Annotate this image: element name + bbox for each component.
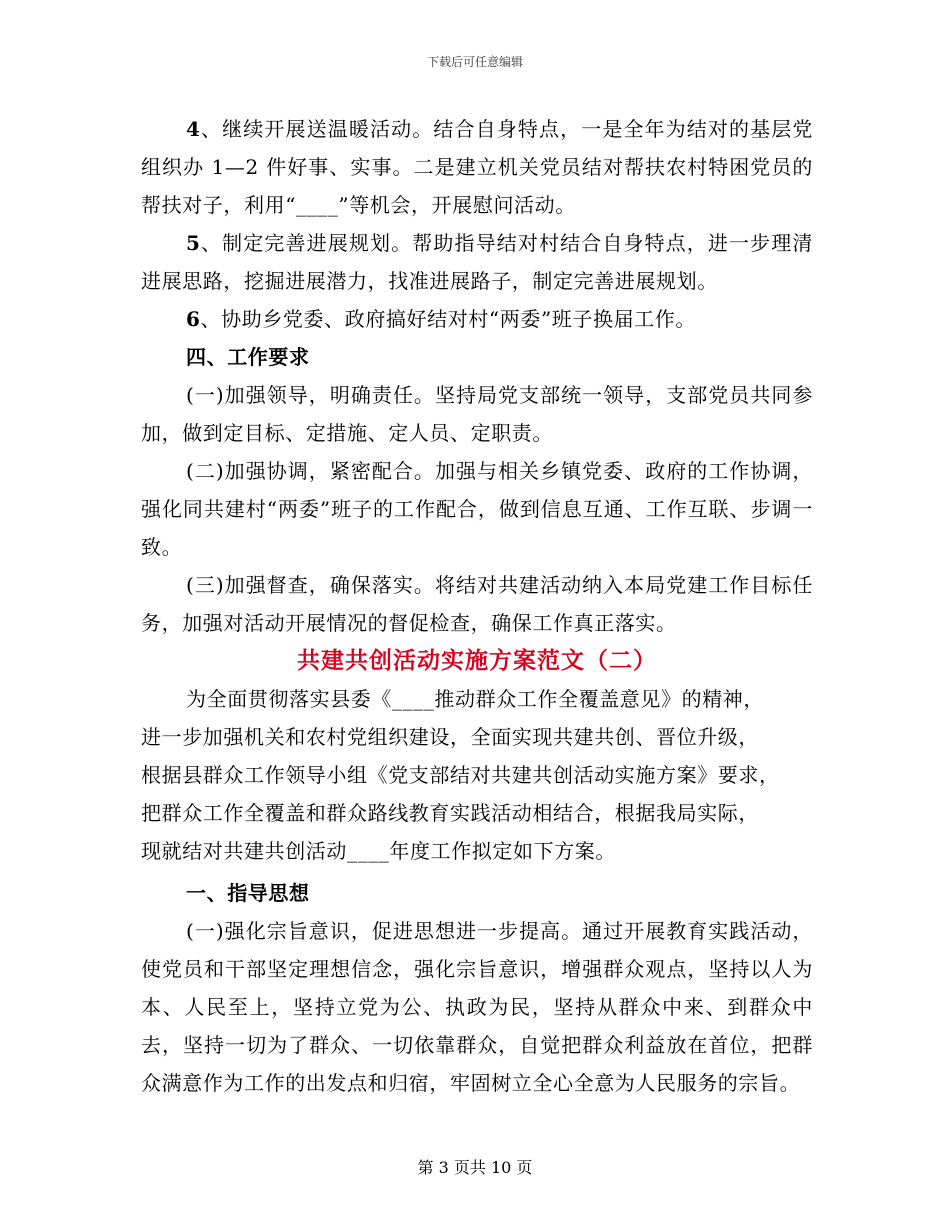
item-5-paragraph xyxy=(141,224,813,300)
intro-line-4: 把群众工作全覆盖和群众路线教育实践活动相结合，根据我局实际， xyxy=(141,801,759,825)
page-footer: 第 3 页共 10 页 xyxy=(417,1158,533,1177)
guiding-ideology-paragraph-1: (一)强化宗旨意识，促进思想进一步提高。通过开展教育实践活动，使党员和干部坚定理想信念，强化宗旨意识，增强群众观点，坚持以人为本、人民至上，坚持立党为公、执政为民，坚持从群众中来、到群众中去，坚持一切为了群众、一切依靠群众，自觉把群众利益放在首位，把群众满意作为工作的出发点和归宿，牢固树立全心全意为人民服务的宗旨。 xyxy=(141,919,813,1095)
page-header: 下载后可任意编辑 xyxy=(426,55,523,69)
intro-line-5: 现就结对共建共创活动____年度工作拟定如下方案。 xyxy=(141,839,616,863)
intro-block xyxy=(141,680,813,870)
intro-line-3: 根据县群众工作领导小组《党支部结对共建共创活动实施方案》要求， xyxy=(141,763,780,787)
document-title: 共建共创活动实施方案范文（二） xyxy=(297,647,657,674)
item-5-number: 5 xyxy=(186,231,201,255)
item-6-paragraph xyxy=(141,300,813,338)
item-6-text: 、协助乡党委、政府搞好结对村“两委”班子换届工作。 xyxy=(200,307,696,331)
section-heading-guiding-ideology: 一、指导思想 xyxy=(186,881,310,905)
intro-line-1: 为全面贯彻落实县委《____推动群众工作全覆盖意见》的精神， xyxy=(186,687,764,711)
item-5-text: 、制定完善进展规划。帮助指导结对村结合自身特点，进一步理清进展思路，挖掘进展潜力，找准进展路子，制定完善进展规划。 xyxy=(141,231,813,293)
item-4-number: 4 xyxy=(186,117,201,141)
item-6-number: 6 xyxy=(186,307,201,331)
requirement-paragraph-1: (一)加强领导，明确责任。坚持局党支部统一领导，支部党员共同参加，做到定目标、定措施、定人员、定职责。 xyxy=(141,383,813,445)
requirement-paragraph-3: (三)加强督查，确保落实。将结对共建活动纳入本局党建工作目标任务，加强对活动开展情况的督促检查，确保工作真正落实。 xyxy=(141,573,813,635)
item-4-text: 、继续开展送温暖活动。结合自身特点，一是全年为结对的基层党组织办 1—2 件好事、实事。二是建立机关党员结对帮扶农村特困党员的帮扶对子，利用“____”等机会，开展慰问活动。 xyxy=(141,117,813,217)
section-heading-work-requirements: 四、工作要求 xyxy=(186,345,310,369)
item-4-paragraph xyxy=(141,110,813,224)
intro-line-2: 进一步加强机关和农村党组织建设，全面实现共建共创、晋位升级， xyxy=(141,725,759,749)
document-body xyxy=(141,110,813,1102)
requirement-paragraph-2: (二)加强协调，紧密配合。加强与相关乡镇党委、政府的工作协调，强化同共建村“两委”班子的工作配合，做到信息互通、工作互联、步调一致。 xyxy=(141,459,813,559)
